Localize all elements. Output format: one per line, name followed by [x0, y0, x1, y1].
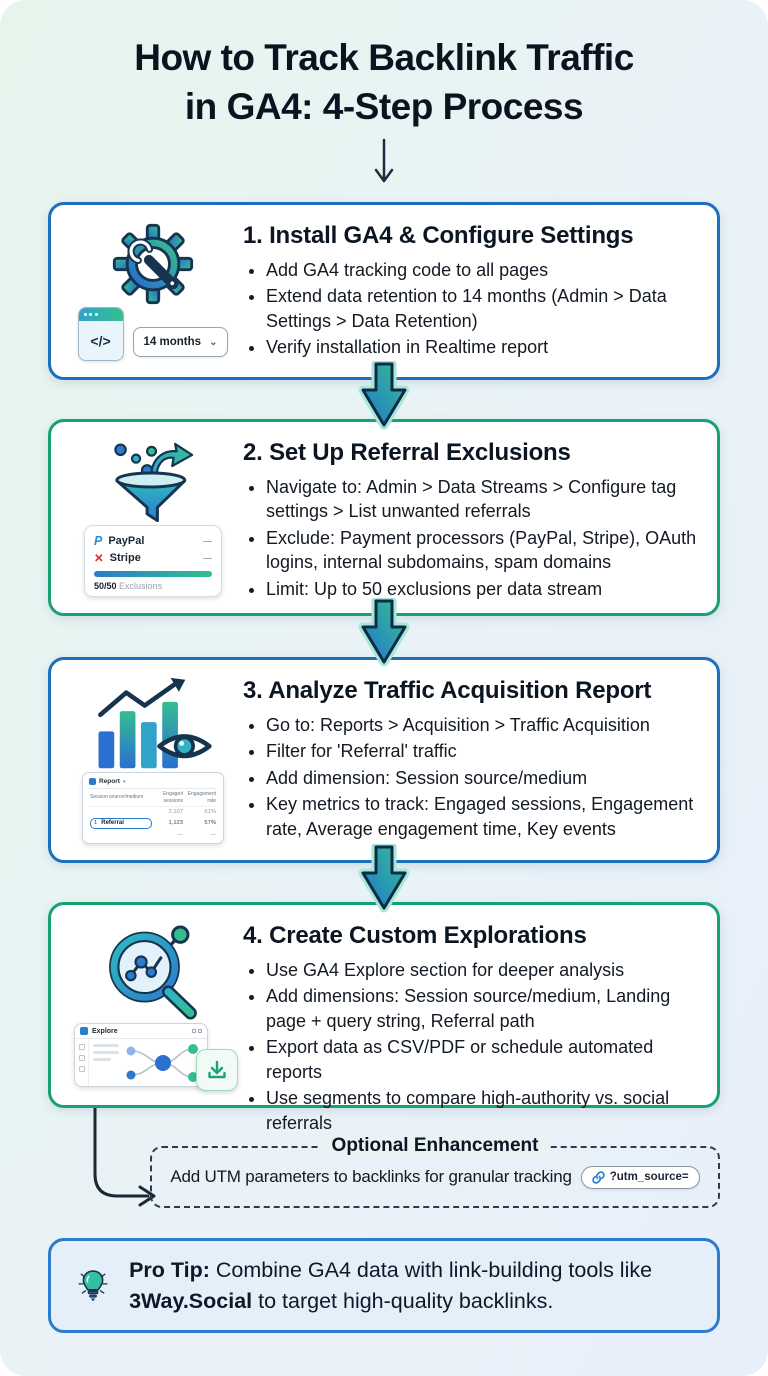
step-1-heading: 1. Install GA4 & Configure Settings — [243, 222, 634, 249]
step-2-heading: 2. Set Up Referral Exclusions — [243, 439, 571, 466]
exclusion-name: Stripe — [109, 551, 141, 564]
step-1-mini-widgets — [78, 307, 229, 361]
down-arrow-icon — [372, 138, 396, 188]
step-4-icon-col — [67, 919, 239, 1091]
bullet-item: • Limit: Up to 50 exclusions per data stream — [266, 577, 699, 601]
optional-enhancement-box — [150, 1135, 720, 1208]
referral-row-highlight[interactable]: 1 Referral — [90, 818, 152, 829]
bullet-item: • Navigate to: Admin > Data Streams > Configure tag settings > List unwanted referrals — [266, 475, 699, 524]
explore-window-title: Explore — [92, 1027, 118, 1035]
skeleton-lines — [93, 1044, 119, 1061]
caret-down-icon: ▾ — [122, 778, 126, 785]
report-app-icon — [89, 778, 96, 785]
step-3-bullets — [243, 713, 699, 841]
report-tab-label: Report — [99, 778, 120, 785]
page-title — [0, 34, 768, 132]
optional-enhancement-text: Add UTM parameters to backlinks for granular tracking — [170, 1167, 572, 1186]
bullet-item: • Go to: Reports > Acquisition > Traffic Acquisition — [266, 713, 699, 737]
pro-tip-brand: 3Way.Social — [129, 1288, 253, 1313]
bullet-item: • Use segments to compare high-authority vs. social referrals — [266, 1086, 699, 1135]
exclusion-row — [94, 549, 212, 566]
table-row: — — — [177, 831, 216, 838]
pro-tip-lead: Pro Tip: — [129, 1257, 210, 1282]
page-title-line1: How to Track Backlink Traffic — [134, 37, 634, 78]
step-2-bullets — [243, 475, 699, 601]
code-window — [78, 307, 124, 361]
bullet-item: • Use GA4 Explore section for deeper analysis — [266, 958, 699, 982]
gear-wrench-icon — [101, 221, 205, 307]
explore-window — [74, 1023, 208, 1087]
window-dot-icon — [89, 313, 92, 316]
bullet-item: • Verify installation in Realtime report — [266, 335, 699, 359]
download-icon — [206, 1059, 228, 1081]
exclusions-count-label: 50/50 Exclusions — [94, 581, 163, 591]
explore-mini-window — [68, 1023, 238, 1089]
step-3-icon-col — [67, 674, 239, 846]
bullet-item: • Key metrics to track: Engaged sessions, Engagement rate, Average engagement time, Key events — [266, 792, 699, 841]
step-4-heading: 4. Create Custom Explorations — [243, 922, 587, 949]
lightbulb-icon — [77, 1254, 109, 1318]
download-button[interactable] — [196, 1049, 238, 1091]
explore-window-header — [75, 1024, 207, 1039]
window-controls-icon — [192, 1029, 202, 1033]
table-row-highlighted: 1 Referral 1,123 57% — [89, 816, 217, 830]
optional-enhancement-label: Optional Enhancement — [320, 1135, 551, 1157]
pro-tip-card — [48, 1238, 720, 1333]
utm-source-pill[interactable] — [581, 1166, 700, 1189]
step-2-icon-col — [67, 436, 239, 599]
report-tab[interactable] — [89, 777, 217, 789]
remove-dash-icon[interactable]: — — [203, 535, 212, 546]
retention-dropdown[interactable] — [133, 327, 229, 357]
code-window-titlebar — [79, 308, 123, 321]
utm-pill-label: ?utm_source= — [609, 1171, 689, 1183]
exclusion-name: PayPal — [108, 534, 145, 547]
step-card-3 — [48, 657, 720, 863]
page-title-line2: in GA4: 4-Step Process — [184, 85, 584, 127]
report-mini-table — [82, 772, 224, 844]
step-1-content — [239, 219, 701, 363]
bullet-item: • Extend data retention to 14 months (Admin > Data Settings > Data Retention) — [266, 284, 699, 333]
retention-dropdown-value: 14 months — [143, 336, 202, 348]
sidebar-glyph-icon — [79, 1066, 85, 1072]
explore-app-icon — [80, 1027, 88, 1035]
explore-canvas — [89, 1039, 207, 1086]
explore-sidebar — [75, 1039, 89, 1086]
bullet-item: • Export data as CSV/PDF or schedule automated reports — [266, 1035, 699, 1084]
bar-chart-eye-icon — [91, 676, 215, 772]
step-3-content — [239, 674, 701, 846]
flow-arrow-icon — [356, 844, 412, 914]
step-1-icon-col — [67, 219, 239, 363]
step-card-2 — [48, 419, 720, 616]
step-1-bullets — [243, 258, 699, 360]
sidebar-glyph-icon — [79, 1055, 85, 1061]
bullet-item: • Add dimension: Session source/medium — [266, 766, 699, 790]
step-card-1 — [48, 202, 720, 380]
table-header-row: Session source/medium Engaged sessions Engagement rate — [89, 789, 217, 807]
window-dot-icon — [84, 313, 87, 316]
window-dot-icon — [95, 313, 98, 316]
node-diagram-icon — [119, 1039, 207, 1086]
paypal-icon: P — [94, 533, 103, 548]
cross-icon: ✕ — [94, 552, 104, 565]
code-icon: </> — [90, 332, 111, 349]
link-icon — [592, 1171, 605, 1184]
exclusions-progress-bar — [94, 571, 212, 577]
flow-arrow-icon — [356, 598, 412, 668]
pro-tip-text: Pro Tip: Combine GA4 data with link-building tools like 3Way.Social to target high-quality backlinks. — [129, 1257, 653, 1313]
bullet-item: • Add dimensions: Session source/medium, Landing page + query string, Referral path — [266, 984, 699, 1033]
flow-arrow-icon — [356, 361, 412, 431]
step-card-4 — [48, 902, 720, 1133]
chevron-down-icon: ⌄ — [209, 336, 218, 348]
step-2-content — [239, 436, 701, 599]
exclusions-mini-card — [84, 525, 222, 597]
magnifier-analytics-icon — [100, 921, 206, 1023]
step-3-heading: 3. Analyze Traffic Acquisition Report — [243, 677, 652, 704]
table-row: 2,107 61% — [168, 808, 216, 815]
exclusion-row — [94, 532, 212, 549]
remove-dash-icon[interactable]: — — [203, 552, 212, 563]
bullet-item: • Add GA4 tracking code to all pages — [266, 258, 699, 282]
step-4-bullets — [243, 958, 699, 1135]
funnel-icon — [97, 438, 209, 525]
step-4-content — [239, 919, 701, 1133]
sidebar-glyph-icon — [79, 1044, 85, 1050]
bullet-item: • Filter for 'Referral' traffic — [266, 739, 699, 763]
bullet-item: • Exclude: Payment processors (PayPal, Stripe), OAuth logins, internal subdomains, spam domains — [266, 526, 699, 575]
